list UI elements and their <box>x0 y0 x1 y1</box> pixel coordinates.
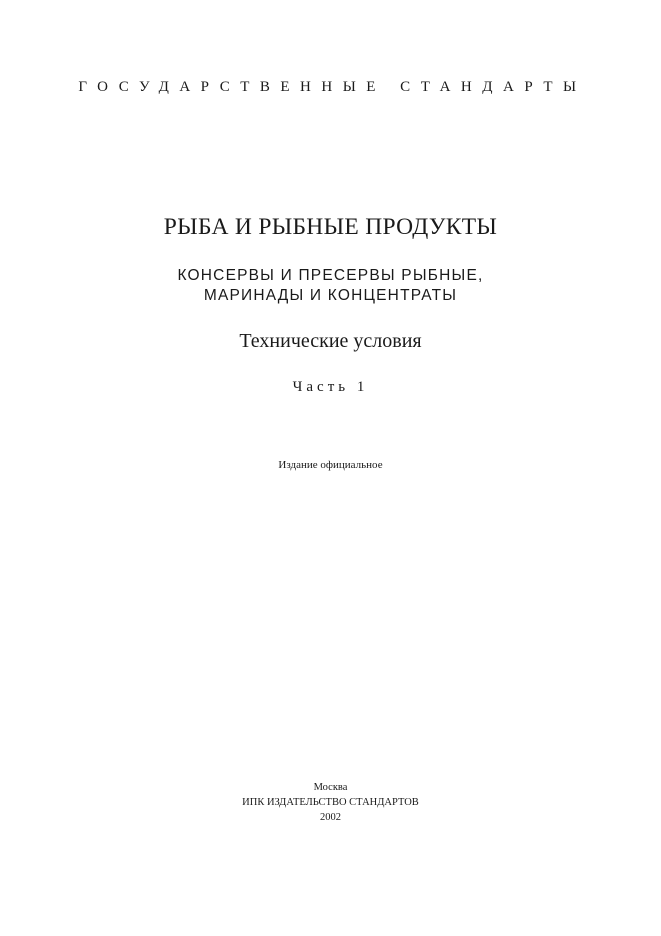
document-title: РЫБА И РЫБНЫЕ ПРОДУКТЫ <box>163 214 498 240</box>
series-heading: ГОСУДАРСТВЕННЫЕ СТАНДАРТЫ <box>78 79 587 95</box>
document-type: Технические условия <box>239 330 422 352</box>
imprint-year: 2002 <box>320 812 341 823</box>
edition-note: Издание официальное <box>278 459 383 471</box>
part-number: Часть 1 <box>292 379 369 395</box>
document-subtitle <box>0 266 661 306</box>
subtitle-line-1: КОНСЕРВЫ И ПРЕСЕРВЫ РЫБНЫЕ, <box>177 267 484 284</box>
subtitle-line-2: МАРИНАДЫ И КОНЦЕНТРАТЫ <box>203 287 458 304</box>
imprint-publisher: ИПК ИЗДАТЕЛЬСТВО СТАНДАРТОВ <box>242 797 419 808</box>
imprint <box>0 780 661 825</box>
imprint-city: Москва <box>313 782 348 793</box>
